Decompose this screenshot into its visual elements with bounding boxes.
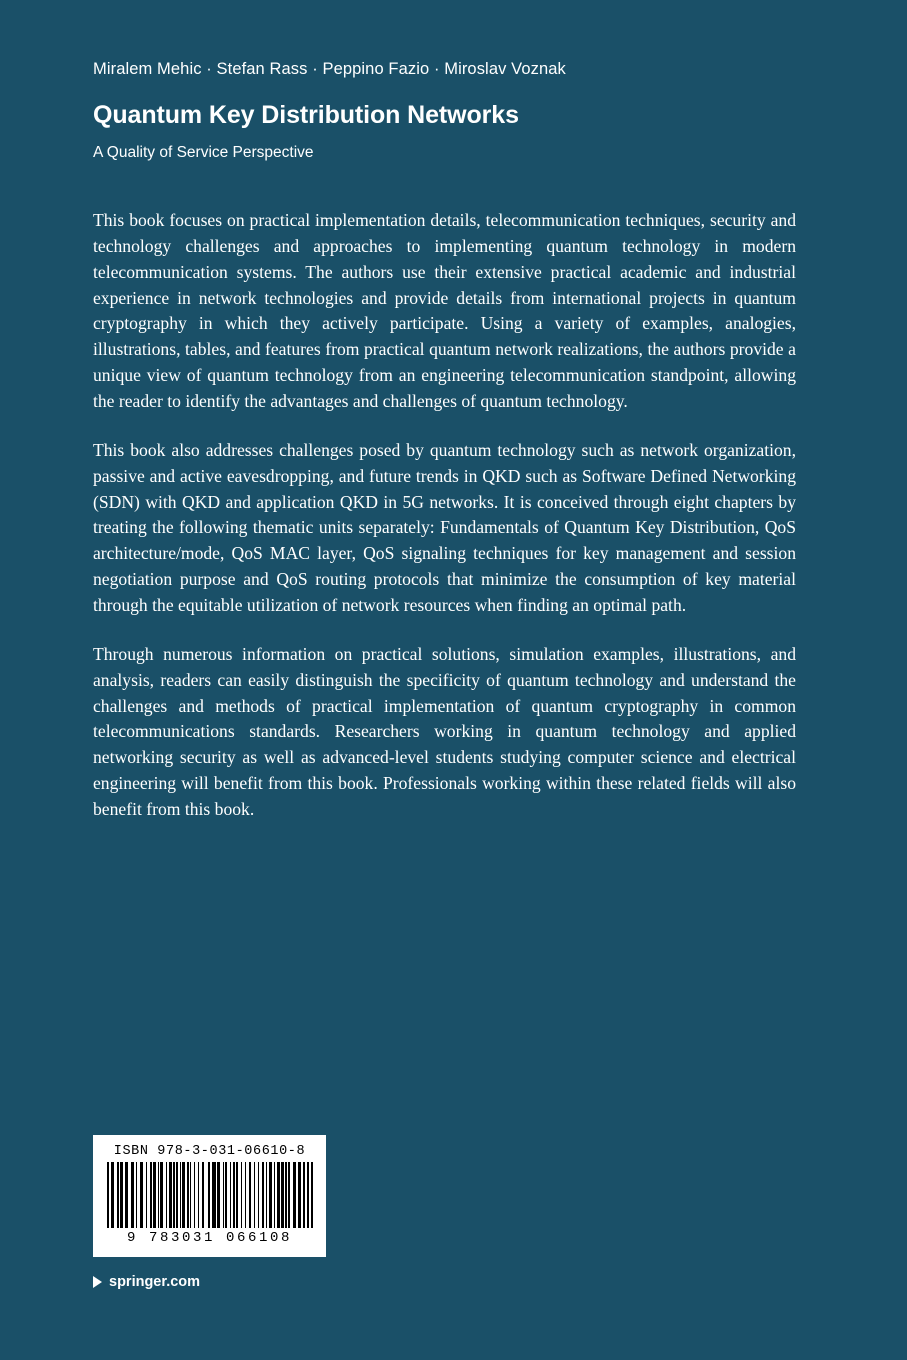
page-title: Quantum Key Distribution Networks — [93, 101, 519, 129]
authors-line: Miralem Mehic · Stefan Rass · Peppino Fazio · Miroslav Voznak — [93, 60, 566, 78]
page-subtitle: A Quality of Service Perspective — [93, 144, 314, 161]
barcode-area — [93, 1135, 333, 1290]
publisher-url-label: springer.com — [109, 1274, 201, 1290]
isbn-label: ISBN 978-3-031-06610-8 — [113, 1144, 306, 1159]
blurb-paragraph-1: This book focuses on practical implementation details, telecommunication techniques, security and technology challenges and approaches to implementing quantum technology in modern telecommunication systems. The authors use their extensive practical academic and industrial experience in network technologies and provide details from international projects in quantum cryptography in which they actively participate. Using a variety of examples, analogies, illustrations, tables, and features from practical quantum network realizations, the authors provide a unique view of quantum technology from an engineering telecommunication standpoint, allowing the reader to identify the advantages and challenges of quantum technology. — [93, 210, 796, 412]
ean-digits: 9 783031 066108 — [126, 1230, 293, 1246]
blurb-paragraph-3: Through numerous information on practical solutions, simulation examples, illustrations, and analysis, readers can easily distinguish the specificity of quantum technology and understand the challenges and methods of practical implementation of quantum cryptography in common telecommunications standards. Researchers working in quantum technology and applied networking security as well as advanced-level students studying computer science and electrical engineering will benefit from this book. Professionals working within these related fields will also benefit from this book. — [93, 643, 796, 820]
cover-text-block — [93, 60, 796, 823]
isbn-barcode — [93, 1135, 326, 1257]
barcode-bars — [103, 1162, 316, 1228]
blurb-paragraph-2: This book also addresses challenges posed by quantum technology such as network organization, passive and active eavesdropping, and future trends in QKD such as Software Defined Networking (SDN) with QKD and application QKD in 5G networks. It is conceived through eight chapters by treating the following thematic units separately: Fundamentals of Quantum Key Distribution, QoS architecture/mode, QoS MAC layer, QoS signaling techniques for key management and session negotiation purpose and QoS routing protocols that minimize the consumption of key material through the equitable utilization of network resources when finding an optimal path. — [93, 439, 796, 616]
play-triangle-icon — [93, 1276, 102, 1288]
publisher-link[interactable] — [93, 1274, 333, 1290]
